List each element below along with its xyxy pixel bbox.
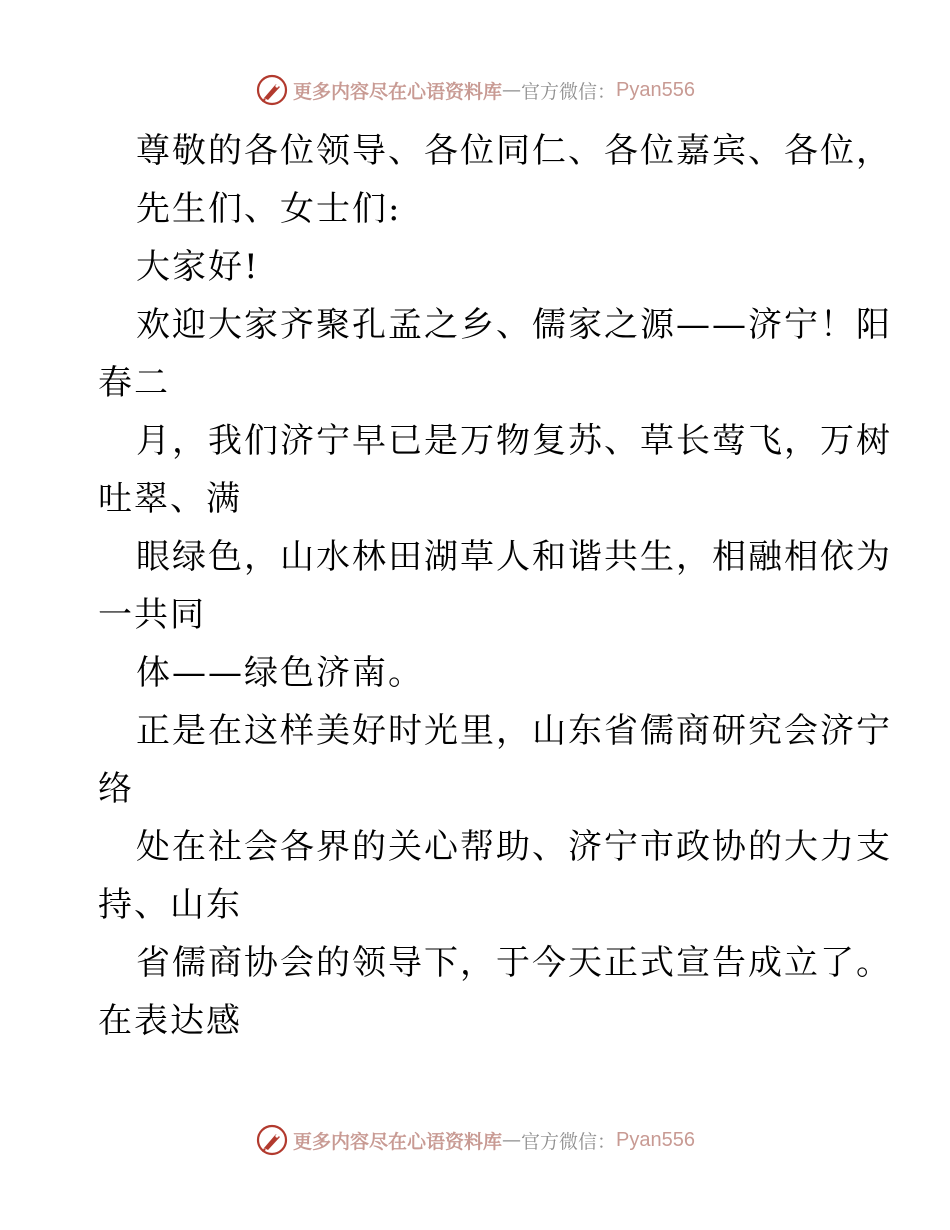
header-banner [0, 70, 950, 110]
footer-wechat-label: 官方微信： [521, 1130, 617, 1153]
header-site-name: 更多内容尽在心语资料库 [293, 80, 503, 103]
pen-nib-logo-icon [255, 73, 289, 107]
body-line: 月，我们济宁早已是万物复苏、草长莺飞，万树 [136, 421, 892, 461]
body-line: 一共同 [98, 595, 206, 635]
pen-nib-logo-icon [255, 1123, 289, 1157]
body-line: 体——绿色济南。 [136, 653, 424, 693]
footer-wechat-id: Pyan556 [616, 1128, 695, 1151]
body-line: 欢迎大家齐聚孔孟之乡、儒家之源——济宁！阳 [136, 305, 892, 345]
header-wechat-id: Pyan556 [616, 78, 695, 101]
body-line: 在表达感 [98, 1001, 242, 1041]
footer-banner [0, 1120, 950, 1160]
body-line: 持、山东 [98, 885, 242, 925]
body-line: 络 [98, 769, 134, 809]
footer-site-name: 更多内容尽在心语资料库 [293, 1130, 503, 1153]
footer-dash: — [502, 1129, 522, 1151]
body-line: 春二 [98, 363, 170, 403]
body-line: 眼绿色，山水林田湖草人和谐共生，相融相依为 [136, 537, 892, 577]
body-line: 省儒商协会的领导下，于今天正式宣告成立了。 [136, 943, 892, 983]
document-body [98, 122, 898, 1050]
body-line: 大家好! [136, 247, 260, 287]
body-line: 吐翠、满 [98, 479, 242, 519]
body-line: 处在社会各界的关心帮助、济宁市政协的大力支 [136, 827, 892, 867]
header-dash: — [502, 79, 522, 101]
body-line: 先生们、女士们: [136, 189, 402, 229]
body-line: 正是在这样美好时光里，山东省儒商研究会济宁 [136, 711, 892, 751]
body-line: 尊敬的各位领导、各位同仁、各位嘉宾、各位， [136, 131, 892, 171]
header-wechat-label: 官方微信： [521, 80, 617, 103]
